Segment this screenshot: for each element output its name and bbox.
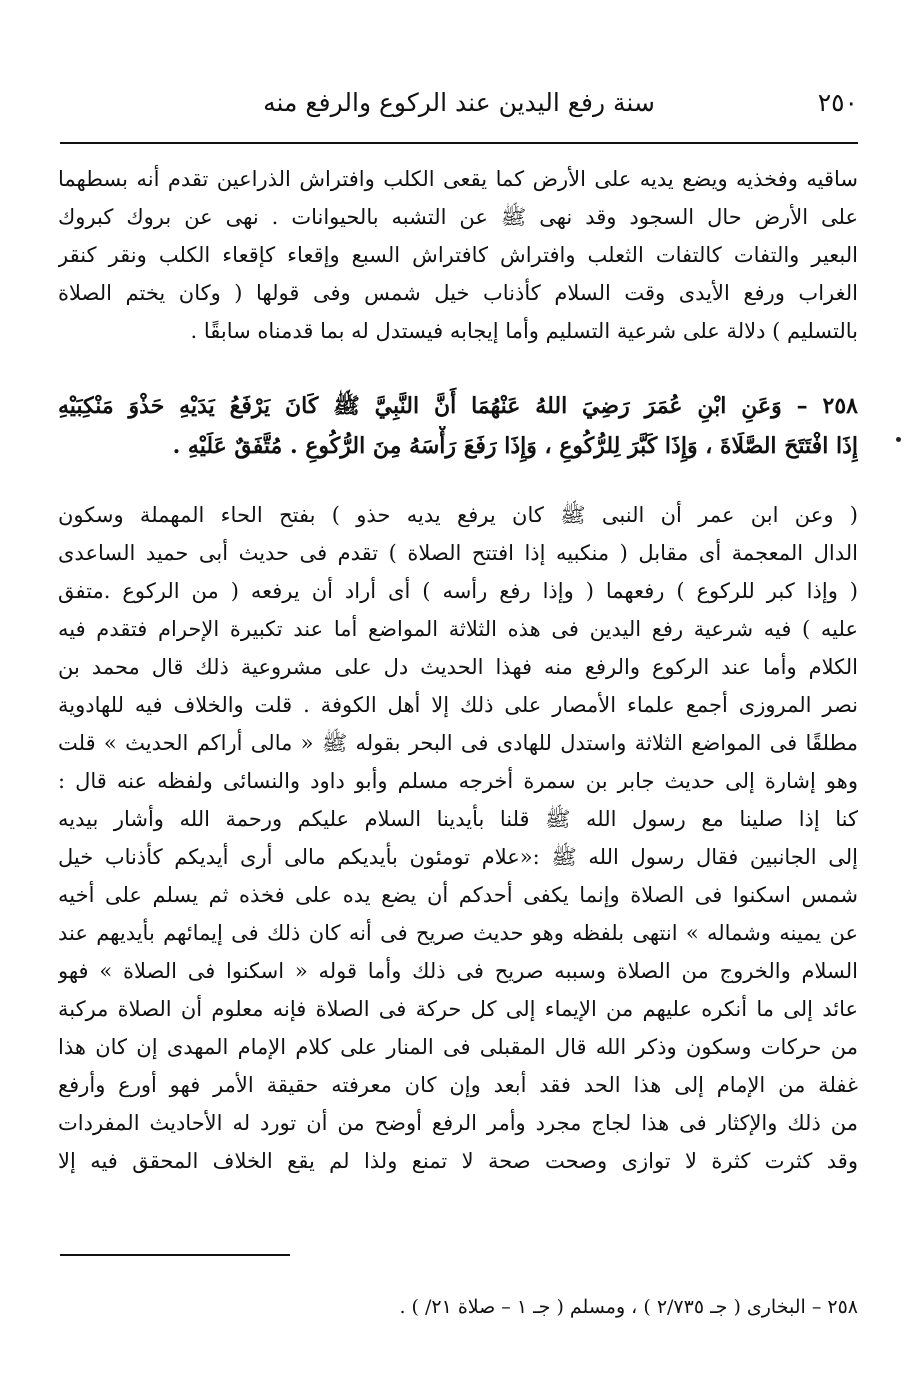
page-number: ٢٥٠ bbox=[817, 88, 858, 117]
page-header bbox=[60, 78, 858, 128]
text-line: كنا إذا صلينا مع رسول الله ﷺ قلنا بأيدينا السلام عليكم ورحمة الله وأشار بيديه bbox=[58, 807, 858, 831]
text-line: إلى الجانبين فقال رسول الله ﷺ :«علام تومئون بأيديكم مالى أرى أيديكم كأذناب خيل bbox=[58, 845, 858, 869]
text-line: السلام والخروج من الصلاة وسببه صريح فى ذلك وأما قوله « اسكنوا فى الصلاة » فهو bbox=[58, 959, 858, 983]
footnote: ٢٥٨ – البخارى ( جـ ٢/٧٣٥ ) ، ومسلم ( جـ ١ – صلاة ٢١/ ) . bbox=[399, 1296, 858, 1318]
text-line: الغراب ورفع الأيدى وقت السلام كأذناب خيل شمس وفى قولها ( وكان يختم الصلاة bbox=[58, 281, 858, 305]
text-line: البعير والتفات كالتفات الثعلب وافتراش كافتراش السبع وإقعاء كإقعاء الكلب ونقر كنقر bbox=[58, 243, 858, 267]
text-line: الدال المعجمة أى مقابل ( منكبيه إذا افتتح الصلاة ) تقدم فى حديث أبى حميد الساعدى bbox=[58, 541, 858, 565]
text-line: عن يمينه وشماله » انتهى بلفظه وهو حديث صريح فى أنه كان ذلك فى إيمائهم بأيديهم عند bbox=[58, 921, 858, 945]
text-line: من ذلك والإكثار فى هذا لجاج مجرد وأمر الرفع أوضح من أن تورد له الأحاديث المفردات bbox=[58, 1111, 858, 1135]
commentary bbox=[58, 496, 858, 1180]
text-line: غفلة من الإمام إلى هذا الحد فقد أبعد وإن كان معرفته حقيقة الأمر فهو أورع وأرفع bbox=[58, 1073, 858, 1097]
text-line: ( وإذا كبر للركوع ) رفعهما ( وإذا رفع رأسه ) أى أراد أن يرفعه ( من الركوع .متفق bbox=[58, 579, 858, 603]
text-line: مطلقًا فى المواضع الثلاثة واستدل للهادى فى البحر بقوله ﷺ « مالى أراكم الحديث » قلت bbox=[58, 731, 858, 755]
header-rule bbox=[60, 142, 858, 144]
hadith-line: إِذَا افْتَتَحَ الصَّلَاةَ ، وَإِذَا كَبَّرَ لِلرُّكُوعِ ، وَإِذَا رَفَعَ رَأْسَهُ مِنَ الرُّكُوعِ . مُتَّفَقٌ عَلَيْهِ . bbox=[172, 433, 858, 459]
footnote-rule bbox=[60, 1254, 290, 1256]
running-title: سنة رفع اليدين عند الركوع والرفع منه bbox=[263, 88, 655, 117]
hadith-text bbox=[58, 386, 858, 466]
text-line: بالتسليم ) دلالة على شرعية التسليم وأما إيجابه فيستدل له بما قدمناه سابقًا . bbox=[190, 319, 858, 343]
text-line: من حركات وسكون وذكر الله قال المقبلى فى المنار على كلام الإمام المهدى إن كان هذا bbox=[58, 1035, 858, 1059]
margin-mark bbox=[896, 437, 901, 442]
text-line: نصر المروزى أجمع علماء الأمصار على ذلك إلا أهل الكوفة . قلت والخلاف فيه للهادوية bbox=[58, 693, 858, 717]
text-line: ( وعن ابن عمر أن النبى ﷺ كان يرفع يديه حذو ) بفتح الحاء المهملة وسكون bbox=[58, 503, 858, 527]
text-line: الكلام وأما عند الركوع والرفع منه فهذا الحديث دل على مشروعية ذلك قال محمد بن bbox=[58, 655, 858, 679]
hadith-line: ٢٥٨ – وَعَنِ ابْنِ عُمَرَ رَضِيَ اللهُ عَنْهُمَا أَنَّ النَّبِيَّ ﷺ كَانَ يَرْفَعُ يَدَيْهِ حَذْوَ مَنْكِبَيْهِ bbox=[58, 393, 858, 419]
text-line: ساقيه وفخذيه ويضع يديه على الأرض كما يقعى الكلب وافتراش الذراعين تقدم أنه بسطهما bbox=[58, 167, 858, 191]
text-line: عائد إلى ما أنكره عليهم من الإيماء إلى كل حركة فى الصلاة فإنه معلوم أن الصلاة مركبة bbox=[58, 997, 858, 1021]
text-line: على الأرض حال السجود وقد نهى ﷺ عن التشبه بالحيوانات . نهى عن بروك كبروك bbox=[58, 205, 858, 229]
text-line: وقد كثرت كثرة لا توازى وصحت صحة لا تمنع ولذا لم يقع الخلاف المحقق فيه إلا bbox=[58, 1149, 858, 1173]
text-line: وهو إشارة إلى حديث جابر بن سمرة أخرجه مسلم وأبو داود والنسائى ولفظه عنه قال : bbox=[58, 769, 858, 793]
text-line: شمس اسكنوا فى الصلاة وإنما يكفى أحدكم أن يضع يده على فخذه ثم يسلم على أخيه bbox=[58, 883, 858, 907]
paragraph-continued bbox=[58, 160, 858, 350]
text-line: عليه ) فيه شرعية رفع اليدين فى هذه الثلاثة المواضع أما عند تكبيرة الإحرام فتقدم فيه bbox=[58, 617, 858, 641]
